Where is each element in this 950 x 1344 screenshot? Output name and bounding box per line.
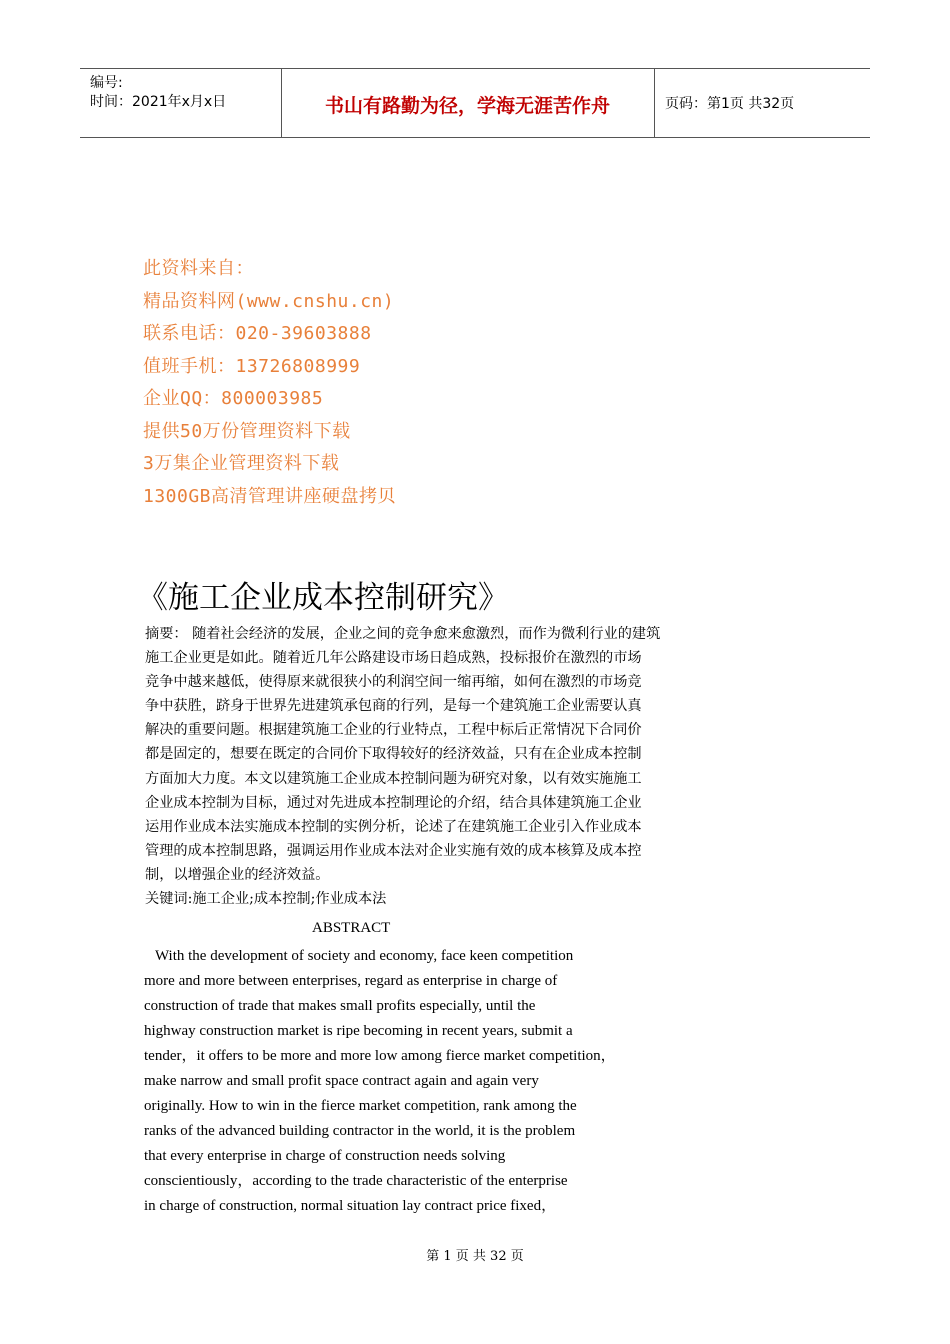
ad-line: 此资料来自： — [143, 258, 254, 279]
header-motto-cell — [281, 69, 655, 137]
ad-line: 3万集企业管理资料下载 — [143, 453, 340, 474]
header-motto: 书山有路勤为径，学海无涯苦作舟 — [324, 95, 610, 117]
page-header — [80, 68, 870, 138]
header-left-cell — [80, 69, 282, 137]
english-line: highway construction market is ripe becoming in recent years, submit a — [144, 1023, 573, 1039]
page-footer: 第 1 页 共 32 页 — [426, 1249, 524, 1264]
english-line: tender，it offers to be more and more low among fierce market competition， — [144, 1048, 616, 1064]
document-time-label: 时间：2021年x月x日 — [90, 94, 227, 110]
english-line: conscientiously，according to the trade characteristic of the enterprise — [144, 1173, 568, 1189]
ad-line-phone: 联系电话：020-39603888 — [143, 323, 372, 344]
english-line: ranks of the advanced building contractor in the world, it is the problem — [144, 1123, 576, 1139]
english-line: in charge of construction, normal situation lay contract price fixed， — [144, 1198, 557, 1214]
english-line: construction of trade that makes small profits especially, until the — [144, 998, 536, 1014]
ad-line-website: 精品资料网(www.cnshu.cn) — [143, 290, 395, 312]
abstract-line: 方面加大力度。本文以建筑施工企业成本控制问题为研究对象，以有效实施施工 — [145, 770, 642, 787]
header-page-info: 页码：第1页 共32页 — [665, 96, 795, 112]
abstract-line: 施工企业更是如此。随着近几年公路建设市场日趋成熟，投标报价在激烈的市场 — [145, 650, 642, 667]
english-line: more and more between enterprises, regard as enterprise in charge of — [144, 973, 558, 989]
keywords-line: 关键词:施工企业;成本控制;作业成本法 — [145, 891, 387, 908]
abstract-line: 制，以增强企业的经济效益。 — [145, 866, 330, 883]
abstract-line: 解决的重要问题。根据建筑施工企业的行业特点，工程中标后正常情况下合同价 — [145, 722, 642, 739]
document-title: 《施工企业成本控制研究》 — [137, 580, 509, 616]
abstract-line: 争中获胜，跻身于世界先进建筑承包商的行列，是每一个建筑施工企业需要认真 — [145, 698, 642, 715]
abstract-line: 运用作业成本法实施成本控制的实例分析，论述了在建筑施工企业引入作业成本 — [145, 818, 642, 835]
ad-line-qq: 企业QQ：800003985 — [143, 388, 324, 409]
abstract-line: 都是固定的，想要在既定的合同价下取得较好的经济效益，只有在企业成本控制 — [145, 746, 642, 763]
document-number-label: 编号: — [90, 75, 123, 91]
abstract-line: 竞争中越来越低，使得原来就很狭小的利润空间一缩再缩，如何在激烈的市场竞 — [145, 674, 642, 691]
abstract-line: 摘要： 随着社会经济的发展，企业之间的竞争愈来愈激烈，而作为微利行业的建筑 — [145, 626, 661, 642]
ad-line-mobile: 值班手机：13726808999 — [143, 355, 361, 377]
english-line: make narrow and small profit space contract again and again very — [144, 1073, 539, 1089]
english-line: With the development of society and economy, face keen competition — [144, 948, 574, 964]
abstract-line: 企业成本控制为目标，通过对先进成本控制理论的介绍，结合具体建筑施工企业 — [145, 794, 642, 811]
ad-line: 1300GB高清管理讲座硬盘拷贝 — [143, 485, 397, 507]
chinese-abstract — [145, 622, 785, 911]
english-line: originally. How to win in the fierce market competition, rank among the — [144, 1098, 577, 1114]
advertisement-block — [143, 253, 396, 513]
header-right-cell — [655, 69, 870, 137]
english-abstract — [144, 944, 704, 1219]
abstract-line: 管理的成本控制思路，强调运用作业成本法对企业实施有效的成本核算及成本控 — [145, 842, 642, 859]
abstract-heading: ABSTRACT — [312, 920, 391, 936]
english-line: that every enterprise in charge of construction needs solving — [144, 1148, 506, 1164]
ad-line: 提供50万份管理资料下载 — [143, 420, 351, 442]
